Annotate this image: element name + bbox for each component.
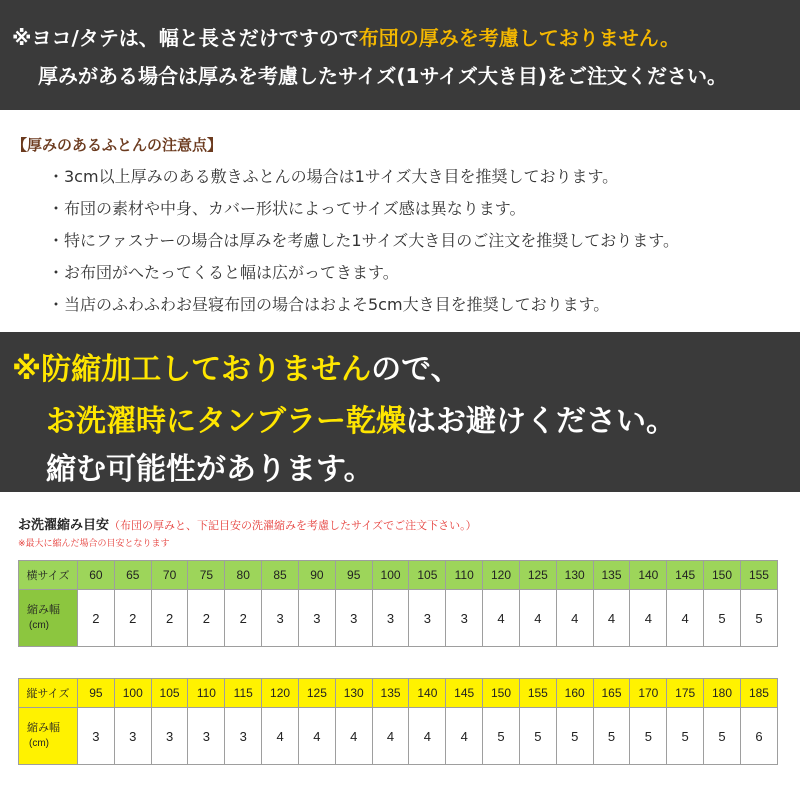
banner-line-1-text: ※ヨコ/タテは、幅と長さだけですので <box>12 26 359 50</box>
table-cell: 125 <box>519 561 556 590</box>
width-shrink-label <box>19 590 78 647</box>
shrink-guide <box>0 492 800 800</box>
table-cell: 100 <box>114 679 151 708</box>
table-cell: 180 <box>704 679 741 708</box>
table-cell: 140 <box>630 561 667 590</box>
table-cell: 155 <box>519 679 556 708</box>
warning-line-1-highlight: ※防縮加工しておりません <box>12 352 372 387</box>
table-cell: 3 <box>188 708 225 765</box>
banner-line-1-highlight: 布団の厚みを考慮しておりません。 <box>358 26 680 50</box>
length-shrink-label-text: 縮み幅 <box>27 722 60 734</box>
table-cell: 4 <box>409 708 446 765</box>
table-cell: 135 <box>372 679 409 708</box>
table-cell: 5 <box>556 708 593 765</box>
table-cell: 105 <box>151 679 188 708</box>
table-cell: 75 <box>188 561 225 590</box>
shrink-guide-title <box>18 514 477 533</box>
table-cell: 4 <box>298 708 335 765</box>
table-cell: 90 <box>298 561 335 590</box>
table-cell: 105 <box>409 561 446 590</box>
warning-line-2-highlight: お洗濯時にタンブラー乾燥 <box>46 404 406 439</box>
table-cell: 95 <box>335 561 372 590</box>
table-cell: 185 <box>740 679 777 708</box>
table-cell: 2 <box>188 590 225 647</box>
shrink-guide-title-text: お洗濯縮み目安 <box>18 518 110 533</box>
table-cell: 4 <box>262 708 299 765</box>
table-cell: 3 <box>298 590 335 647</box>
table-cell: 130 <box>556 561 593 590</box>
note-item: ・お布団がへたってくると幅は広がってきます。 <box>48 263 399 282</box>
width-size-row <box>19 561 778 590</box>
shrink-guide-note: ※最大に縮んだ場合の目安となります <box>18 539 170 549</box>
table-cell: 5 <box>667 708 704 765</box>
table-cell: 85 <box>262 561 299 590</box>
banner-line-1 <box>12 22 680 51</box>
table-cell: 4 <box>667 590 704 647</box>
table-cell: 140 <box>409 679 446 708</box>
table-cell: 4 <box>335 708 372 765</box>
table-cell: 110 <box>188 679 225 708</box>
table-cell: 125 <box>298 679 335 708</box>
table-cell: 3 <box>151 708 188 765</box>
table-cell: 175 <box>667 679 704 708</box>
shrink-warning-banner <box>0 332 800 492</box>
thickness-notes <box>0 110 800 332</box>
table-cell: 110 <box>446 561 483 590</box>
warning-line-3: 縮む可能性があります。 <box>46 452 374 487</box>
table-cell: 3 <box>225 708 262 765</box>
table-cell: 170 <box>630 679 667 708</box>
table-cell: 155 <box>740 561 777 590</box>
table-cell: 65 <box>114 561 151 590</box>
table-cell: 100 <box>372 561 409 590</box>
note-item: ・3cm以上厚みのある敷きふとんの場合は1サイズ大き目を推奨しております。 <box>48 167 619 186</box>
table-cell: 165 <box>593 679 630 708</box>
table-cell: 4 <box>593 590 630 647</box>
length-size-row <box>19 679 778 708</box>
table-cell: 4 <box>446 708 483 765</box>
width-shrink-unit: (cm) <box>29 620 49 631</box>
table-cell: 80 <box>225 561 262 590</box>
table-cell: 5 <box>704 708 741 765</box>
table-cell: 120 <box>262 679 299 708</box>
table-cell: 70 <box>151 561 188 590</box>
table-cell: 150 <box>483 679 520 708</box>
length-shrink-row <box>19 708 778 765</box>
notes-heading: 【厚みのあるふとんの注意点】 <box>12 136 223 154</box>
table-cell: 120 <box>483 561 520 590</box>
table-cell: 5 <box>519 708 556 765</box>
table-cell: 5 <box>704 590 741 647</box>
table-cell: 4 <box>630 590 667 647</box>
note-item: ・特にファスナーの場合は厚みを考慮した1サイズ大き目のご注文を推奨しております。 <box>48 231 679 250</box>
width-shrink-table <box>18 560 778 647</box>
table-cell: 4 <box>483 590 520 647</box>
warning-line-1 <box>12 344 461 388</box>
table-cell: 3 <box>78 708 115 765</box>
note-item: ・当店のふわふわお昼寝布団の場合はおよそ5cm大き目を推奨しております。 <box>48 295 610 314</box>
shrink-guide-title-note: （布団の厚みと、下記目安の洗濯縮みを考慮したサイズでご注文下さい。） <box>109 519 477 532</box>
table-cell: 135 <box>593 561 630 590</box>
table-cell: 60 <box>78 561 115 590</box>
table-cell: 4 <box>556 590 593 647</box>
length-size-label: 縦サイズ <box>19 679 78 708</box>
table-cell: 145 <box>667 561 704 590</box>
table-cell: 115 <box>225 679 262 708</box>
table-cell: 3 <box>114 708 151 765</box>
table-cell: 2 <box>114 590 151 647</box>
length-shrink-label <box>19 708 78 765</box>
table-cell: 3 <box>409 590 446 647</box>
table-cell: 5 <box>593 708 630 765</box>
table-cell: 2 <box>151 590 188 647</box>
table-cell: 160 <box>556 679 593 708</box>
width-shrink-label-text: 縮み幅 <box>27 604 60 616</box>
length-shrink-table <box>18 678 778 765</box>
warning-line-1-text: ので、 <box>371 352 461 387</box>
table-cell: 6 <box>740 708 777 765</box>
width-size-label: 横サイズ <box>19 561 78 590</box>
warning-line-2-text: はお避けください。 <box>406 404 676 439</box>
table-cell: 3 <box>372 590 409 647</box>
table-cell: 2 <box>78 590 115 647</box>
note-item: ・布団の素材や中身、カバー形状によってサイズ感は異なります。 <box>48 199 526 218</box>
table-cell: 5 <box>740 590 777 647</box>
warning-line-2 <box>46 396 676 440</box>
banner-line-2: 厚みがある場合は厚みを考慮したサイズ(1サイズ大き目)をご注文ください。 <box>38 64 727 88</box>
table-cell: 3 <box>446 590 483 647</box>
table-cell: 130 <box>335 679 372 708</box>
top-warning-banner <box>0 0 800 110</box>
table-cell: 3 <box>335 590 372 647</box>
table-cell: 4 <box>372 708 409 765</box>
table-cell: 3 <box>262 590 299 647</box>
length-shrink-unit: (cm) <box>29 738 49 749</box>
table-cell: 2 <box>225 590 262 647</box>
table-cell: 5 <box>483 708 520 765</box>
table-cell: 145 <box>446 679 483 708</box>
table-cell: 95 <box>78 679 115 708</box>
table-cell: 5 <box>630 708 667 765</box>
table-cell: 4 <box>519 590 556 647</box>
table-cell: 150 <box>704 561 741 590</box>
width-shrink-row <box>19 590 778 647</box>
